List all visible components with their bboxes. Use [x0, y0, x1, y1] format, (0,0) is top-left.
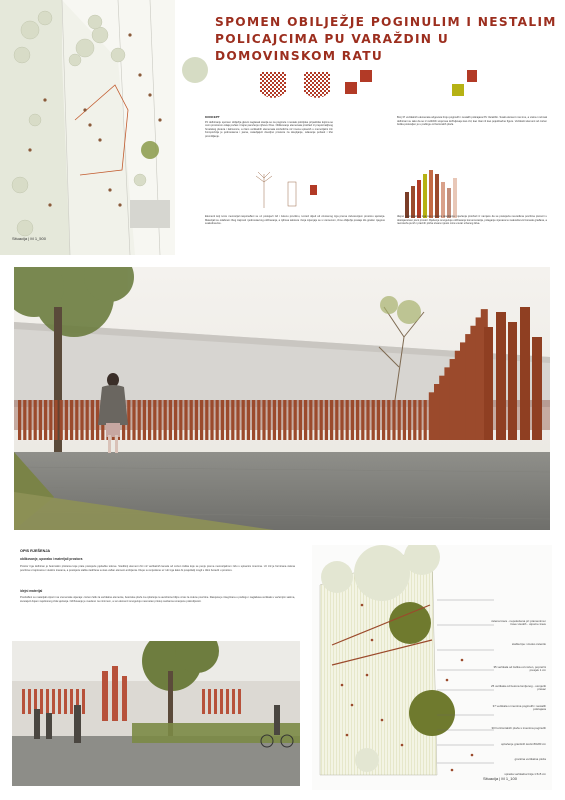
legend-item: 35 vertikala od čelika od corten, poprečni presjek 1 cm [493, 665, 546, 673]
corten-lamella [424, 400, 427, 440]
corten-lamella [91, 400, 94, 440]
concept-paragraph-2b: Idejno memorijalnog trga kao prostora okupljanja i sjećanja proizlazi iz namjere da se postojeća neuređena površina pretvori u dostojanstven javni prostor. Rješenje omogućuje održavanje komemoracija, polaganje vijenaca te svakodnevni boravak građana, a ravnoteža punih i praznih ploha stvara mjesto mira unutar urbanog tkiva. [397, 215, 547, 225]
concept-text-4 [397, 215, 547, 226]
corten-column [532, 337, 542, 440]
corten-lamella [252, 400, 255, 440]
corten-lamella [299, 400, 302, 440]
corten-lamella [65, 400, 68, 440]
corten-lamella [44, 400, 47, 440]
corten-column [496, 312, 506, 440]
corten-lamella [138, 400, 141, 440]
corten-lamella [143, 400, 146, 440]
description-subheading-1: oblikovanje, uporaba i materijali prostora [20, 557, 83, 561]
site-plan-drawing [0, 0, 175, 255]
concept-sketches [248, 168, 338, 218]
corten-lamella [320, 400, 323, 440]
corten-lamella [278, 400, 281, 440]
corten-lamella [304, 400, 307, 440]
corten-lamella [54, 400, 57, 440]
legend-item: 30 horizontalnih ploča s imenima poginulih [491, 726, 546, 730]
corten-lamella [190, 400, 193, 440]
concept-paragraph-2a: Broj 37 vertikalnih elemenata odgovara broju poginulih i nestalih policajaca PU Varaždin. Svaki element nosi ime, a visina i razmak definirani su tako da se iz različitih smjerova doživljavaju kao zid, kao ritam ili kao pojedinačne figure. Vertikalni element od corten čelika postavljen je u podlogu od betonskih ploča. [397, 116, 547, 126]
corten-lamella [34, 400, 37, 440]
corten-lamella [340, 400, 343, 440]
corten-lamella [413, 400, 416, 440]
corten-lamella [210, 400, 213, 440]
color-squares [340, 66, 480, 106]
concept-paragraph-1b: Elementi koji tvore memorijal raspoređeni su uz postojeći zid i zelenu površinu, tvoreći slijed od otvorenog trga prema zatvorenijem prostoru sjećanja. Materijali su odabrani zbog trajnosti i jednostavnog održavanja, a njihova tekstura i boja mijenjaju se s vremenom, čime obilježje postaje dio grada i njegove svakodnevice. [205, 215, 385, 225]
corten-lamella [195, 400, 198, 440]
legend-item: stabla lipe i visoko zelenilo [511, 642, 546, 646]
corten-lamella [70, 400, 73, 440]
corten-lamella [418, 400, 421, 440]
corten-lamella [372, 400, 375, 440]
corten-lamella [132, 400, 135, 440]
corten-lamella [392, 400, 395, 440]
corten-lamella [28, 400, 31, 440]
title-line-1: SPOMEN OBILJEŽJE POGINULIM I NESTALIM [215, 15, 557, 29]
corten-lamella [236, 400, 239, 440]
corten-lamella [148, 400, 151, 440]
corten-lamella [231, 400, 234, 440]
corten-lamella [408, 400, 411, 440]
corten-lamella [216, 400, 219, 440]
corten-lamella [398, 400, 401, 440]
corten-lamella [60, 400, 63, 440]
concept-text-1 [205, 116, 333, 138]
legend-item: zelena trava - nepokošena pri pramenima i trave visokih - otporne trave [491, 619, 546, 627]
corten-lamella [18, 400, 21, 440]
corten-lamella [226, 400, 229, 440]
corten-column [520, 307, 530, 440]
title-trees [175, 40, 215, 100]
checker-shield-2 [304, 72, 330, 98]
corten-lamella [314, 400, 317, 440]
corten-lamella [268, 400, 271, 440]
corten-lamella [356, 400, 359, 440]
description-text-2: Predviđeni su materijali otporni na vremenske utjecaje: corten čelik za vertikalne elemente, betonske ploče za opločenje te autohtone biljne vrste za zelene površine. Rasvjeta je integrirana u podlogu i naglašava vertikale u večernjim satima, stvarajući dojam svjetlosnog zida sjećanja. Održavanje je svedeno na minimum, a svi elementi omogućuju nesmetan pristup osobama smanjene pokretljivosti. [20, 596, 295, 603]
corten-lamella [158, 400, 161, 440]
concept-paragraph-1a: Pri definiranju spomen obilježja glavni naglasak stavlja se na poginule i nestale policijske pripadnike kojima se ovim prostorom odaje počast i trajno pamćenje njihove žrtve. Oblikovanje elemenata proizlazi iz prepoznatljivog hrvatskog pleterа i šahovnice, a ritam vertikalnih elemenata simbolizira niz imena upisanih u memorijalni zid. Kompozicija je jednostavna i jasna, ostavljajući dovoljno prostora za okupljanje, odavanje počasti i tiho promišljanje. [205, 120, 333, 138]
corten-lamella [127, 400, 130, 440]
legend-item: 25 vertikala od betona lomljenog - usmjeriti pravac [491, 684, 546, 692]
description-subheading-2: idejni materijal [20, 589, 43, 593]
corten-lamella [221, 400, 224, 440]
corten-column [508, 322, 517, 440]
corten-lamella [294, 400, 297, 440]
corten-lamella [366, 400, 369, 440]
corten-lamella [23, 400, 26, 440]
site-plan-scale: Situacija | M 1_500 [12, 236, 46, 241]
corten-lamella [288, 400, 291, 440]
main-render [14, 267, 550, 530]
legend-item: sprasla vertikalna linija 1.5x5 cm [504, 772, 546, 776]
description-heading: OPIS RJEŠENJA [20, 549, 51, 553]
corten-lamella [184, 400, 187, 440]
corten-lamella [164, 400, 167, 440]
corten-lamella [283, 400, 286, 440]
corten-lamella [377, 400, 380, 440]
corten-lamella [247, 400, 250, 440]
corten-lamella [330, 400, 333, 440]
corten-column [484, 327, 493, 440]
corten-lamella [325, 400, 328, 440]
corten-lamella [335, 400, 338, 440]
description-text-1: Prostor trga definiran je betonskim pločama koje prate postojeće pješačke tokove. Središnji element čini niz vertikalnih lamela od corten čelika koje se penju prema memorijalnom zidu s upisanim imenima. Uz zid je formirana zelena površina s trajnicama i visokim travama, a postojeća stabla zadržana su kao važan element ambijenta. Klupe su smještene uz rub trga kako bi posjetitelji mogli u tišini boraviti u prostoru. [20, 565, 295, 572]
corten-lamella [346, 400, 349, 440]
corten-lamella [351, 400, 354, 440]
concept-text-3 [205, 215, 385, 226]
page-title [215, 14, 560, 65]
checker-shield-1 [260, 72, 286, 98]
legend-item: 37 vertikala s imenima poginulih i nestalih policajaca [492, 704, 546, 712]
corten-lamella [262, 400, 265, 440]
corten-lamella [153, 400, 156, 440]
corten-lamella [257, 400, 260, 440]
corten-lamella [382, 400, 385, 440]
corten-lamella [403, 400, 406, 440]
corten-lamella [205, 400, 208, 440]
corten-lamella [179, 400, 182, 440]
corten-lamella [80, 400, 83, 440]
corten-lamella [86, 400, 89, 440]
detail-plan-scale: Situacija | M 1_100 [483, 776, 517, 781]
corten-lamella [169, 400, 172, 440]
corten-lamella [200, 400, 203, 440]
corten-lamella [75, 400, 78, 440]
corten-lamella [387, 400, 390, 440]
legend-item: granitna vertikalna ploča [514, 757, 546, 761]
corten-lamella [273, 400, 276, 440]
corten-lamella [39, 400, 42, 440]
concept-heading: KONCEPT [205, 115, 220, 119]
corten-lamella [361, 400, 364, 440]
bars-diagram [395, 160, 487, 220]
corten-lamella [242, 400, 245, 440]
secondary-render [12, 641, 300, 786]
corten-lamella [309, 400, 312, 440]
legend-item: opločenje granitnih kocki 80x80 cm [501, 742, 546, 746]
site-plan [0, 0, 175, 255]
corten-lamella [174, 400, 177, 440]
title-line-2: POLICAJCIMA PU VARAŽDIN U DOMOVINSKOM RATU [215, 32, 450, 63]
detail-plan [312, 545, 552, 790]
concept-text-2 [397, 116, 547, 127]
corten-lamella [49, 400, 52, 440]
